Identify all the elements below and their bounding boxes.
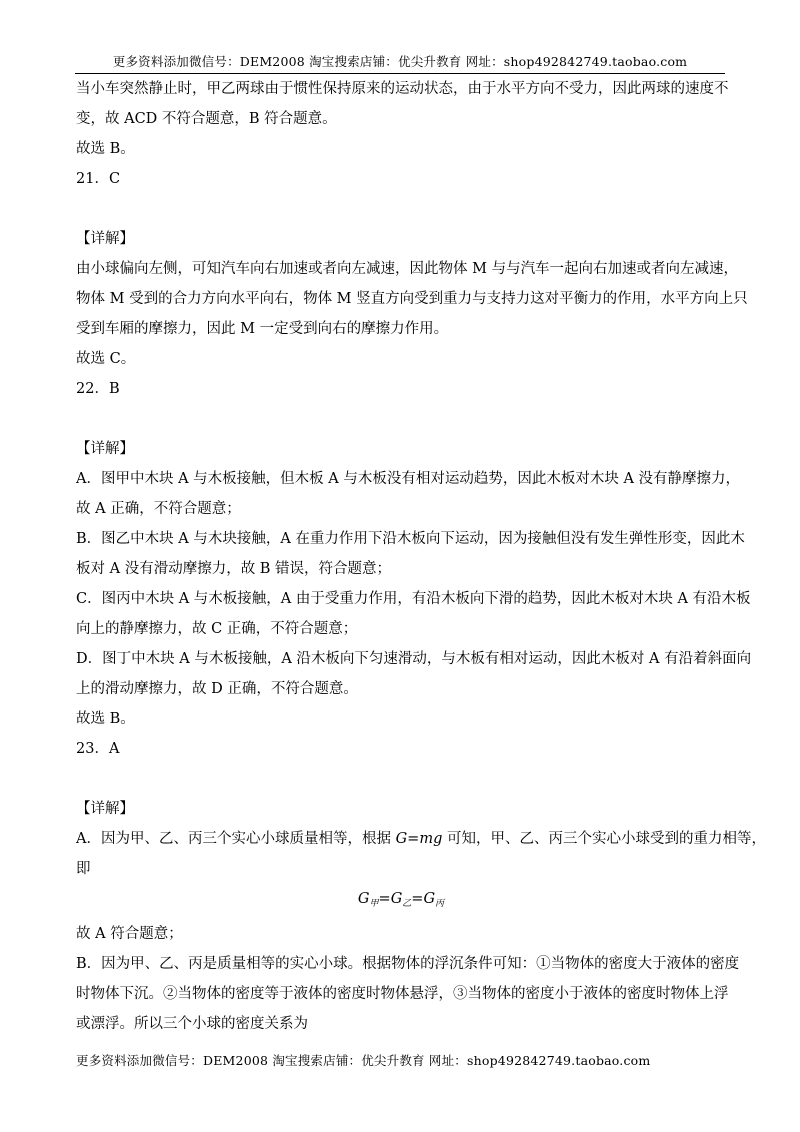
paragraph-line: 板对 A 没有滑动摩擦力，故 B 错误，符合题意； (76, 561, 392, 577)
section-heading-detail: 【详解】 (76, 441, 134, 457)
section-heading-detail: 【详解】 (76, 231, 134, 247)
paragraph-line: 上的滑动摩擦力，故 D 正确，不符合题意。 (76, 681, 358, 697)
page-header: 更多资料添加微信号：DEM2008 淘宝搜索店铺：优尖升教育 网址：shop492842749.taobao.com (112, 54, 688, 69)
question-number-21: 21．C (76, 171, 121, 187)
option-a-line: A．图甲中木块 A 与木板接触，但木板 A 与木板没有相对运动趋势，因此木板对木块 A 没有静摩擦力， (76, 471, 741, 487)
question-number-23: 23．A (76, 741, 120, 757)
inline-formula: G=mg (395, 831, 443, 847)
answer-line: 故选 B。 (76, 711, 135, 727)
text-run: 可知，甲、乙、丙三个实心小球受到的重力相等， (442, 831, 766, 847)
spacer (76, 764, 726, 794)
page-footer: 更多资料添加微信号：DEM2008 淘宝搜索店铺：优尖升教育 网址：shop492842749.taobao.com (76, 1053, 651, 1068)
paragraph-line: 物体 M 受到的合力方向水平向右，物体 M 竖直方向受到重力与支持力这对平衡力的作用，水平方向上只 (76, 291, 748, 307)
paragraph-line: 故 A 符合题意； (76, 926, 183, 942)
subscript-jia: 甲 (369, 899, 379, 909)
paragraph-line: 即 (76, 861, 91, 877)
symbol-g: G (423, 891, 436, 907)
paragraph-line: 故 A 正确，不符合题意； (76, 501, 241, 517)
paragraph-line: 由小球偏向左侧，可知汽车向右加速或者向左减速，因此物体 M 与与汽车一起向右加速或者向左减速， (76, 261, 739, 277)
paragraph-line: 时物体下沉。②当物体的密度等于液体的密度时物体悬浮，③当物体的密度小于液体的密度时物体上浮 (76, 986, 729, 1002)
option-b-line: B．图乙中木块 A 与木块接触，A 在重力作用下沿木板向下运动，因为接触但没有发生弹性形变，因此木 (76, 531, 745, 547)
equals-sign: = (378, 891, 391, 907)
question-number-22: 22．B (76, 381, 120, 397)
paragraph-line: 当小车突然静止时，甲乙两球由于惯性保持原来的运动状态，由于水平方向不受力，因此两球的速度不 (76, 81, 729, 97)
equals-sign: = (411, 891, 424, 907)
paragraph-line: 变，故 ACD 不符合题意，B 符合题意。 (76, 111, 337, 127)
paragraph-line: 向上的静摩擦力，故 C 正确，不符合题意； (76, 621, 358, 637)
symbol-g: G (357, 891, 370, 907)
spacer (76, 404, 726, 434)
answer-line: 故选 B。 (76, 141, 135, 157)
option-d-line: D．图丁中木块 A 与木板接触，A 沿木板向下匀速滑动，与木板有相对运动，因此木板对 A 有沿着斜面向 (76, 651, 752, 667)
symbol-g: G (390, 891, 403, 907)
paragraph-line: 受到车厢的摩擦力，因此 M 一定受到向右的摩擦力作用。 (76, 321, 449, 337)
option-b-line: B．因为甲、乙、丙是质量相等的实心小球。根据物体的浮沉条件可知：①当物体的密度大于液体的密度 (76, 956, 740, 972)
paragraph-line: 或漂浮。所以三个小球的密度关系为 (76, 1016, 308, 1032)
document-body (76, 74, 766, 1039)
option-a-line (76, 824, 766, 854)
text-run: A．因为甲、乙、丙三个实心小球质量相等，根据 (76, 831, 396, 847)
option-c-line: C．图丙中木块 A 与木板接触，A 由于受重力作用，有沿木板向下滑的趋势，因此木板对木块 A 有沿木板 (76, 591, 751, 607)
subscript-bing: 丙 (435, 899, 445, 909)
equation-gravity-equal (76, 884, 726, 919)
subscript-yi: 乙 (402, 899, 412, 909)
section-heading-detail: 【详解】 (76, 801, 134, 817)
spacer (76, 194, 726, 224)
answer-line: 故选 C。 (76, 351, 136, 367)
